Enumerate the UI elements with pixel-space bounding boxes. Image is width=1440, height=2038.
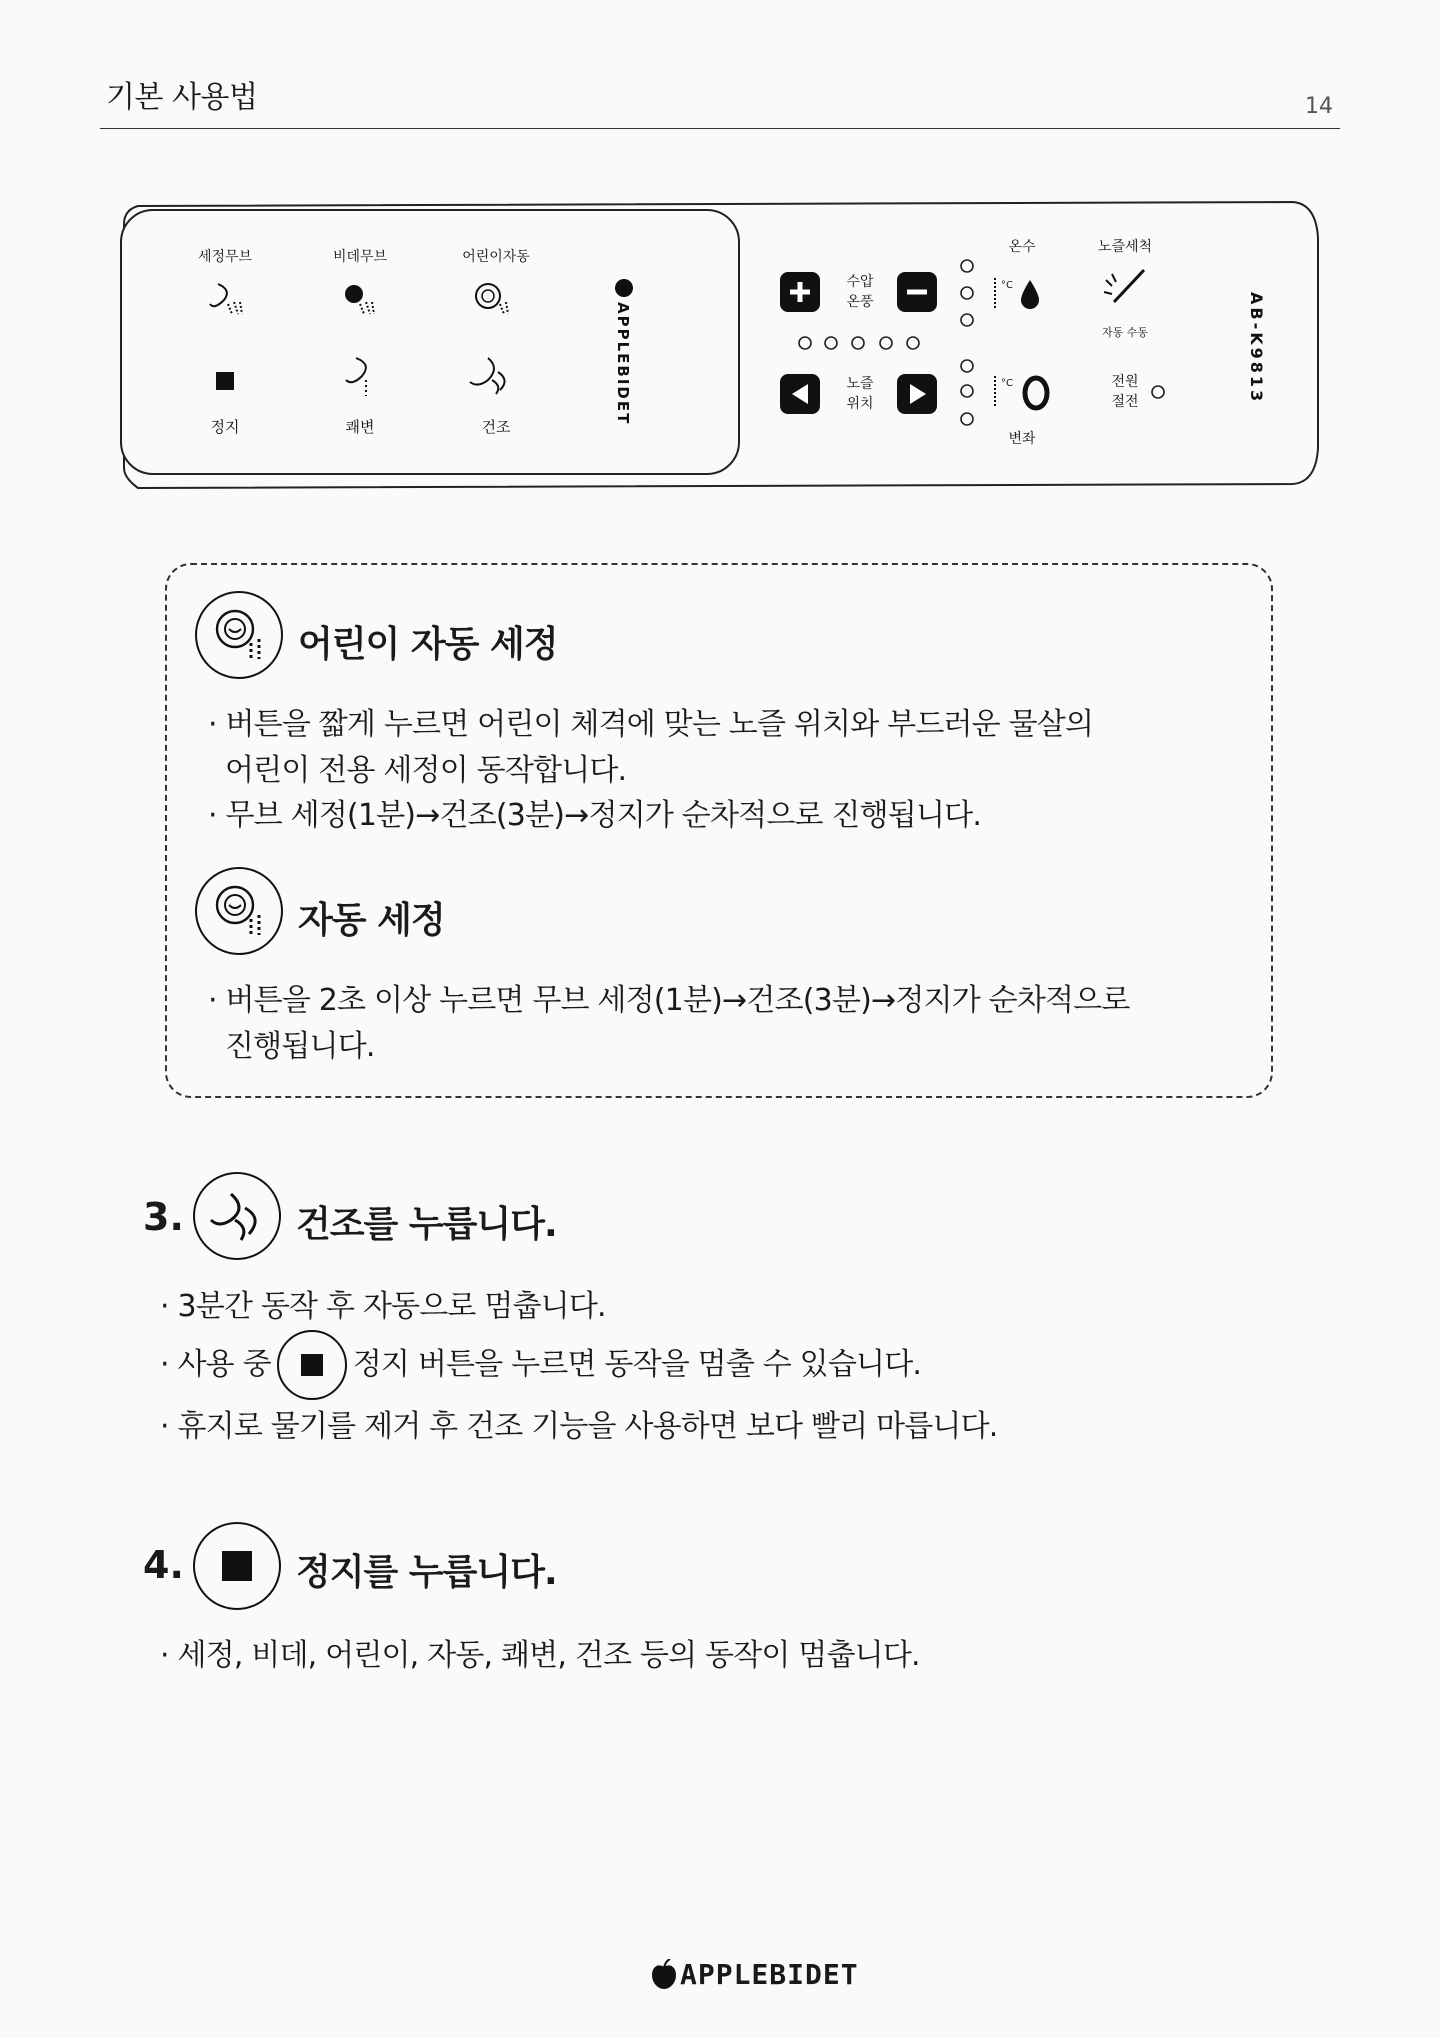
label-water-temp: 온수 — [1008, 239, 1036, 255]
label-warm-air: 온풍 — [846, 294, 874, 310]
label-seat-temp: 변좌 — [1008, 431, 1036, 447]
model-number — [1247, 292, 1266, 404]
label-stop: 정지 — [210, 418, 240, 436]
label-rear-wash-move: 세정무브 — [197, 249, 253, 265]
label-easy-bowel: 쾌변 — [345, 418, 375, 436]
stop-icon — [216, 372, 234, 390]
water-temp-unit: °C — [1001, 280, 1013, 291]
label-dry: 건조 — [481, 418, 511, 436]
auto-wash-heading: 자동 세정 — [298, 900, 445, 941]
position-right-button[interactable] — [897, 374, 937, 414]
remote-panel-diagram — [118, 198, 1328, 490]
child-auto-bullet-1a: · 버튼을 짧게 누르면 어린이 체격에 맞는 노즐 위치와 부드러운 물살의 — [208, 707, 1094, 742]
step-4-bullet-1: · 세정, 비데, 어린이, 자동, 쾌변, 건조 등의 동작이 멈춥니다. — [160, 1638, 920, 1673]
auto-wash-icon — [195, 867, 283, 955]
step-3-bullet-1: · 3분간 동작 후 자동으로 멈춥니다. — [160, 1289, 606, 1324]
step-3-bullet-3: · 휴지로 물기를 제거 후 건조 기능을 사용하면 보다 빨리 마릅니다. — [160, 1409, 998, 1444]
step-3-bullet-2 — [160, 1330, 921, 1400]
footer-brand-logo — [650, 1958, 859, 1991]
label-pressure: 수압 — [846, 274, 874, 290]
child-auto-icon — [195, 591, 283, 679]
position-left-button[interactable] — [780, 374, 820, 414]
footer-brand-text: APPLEBIDET — [680, 1958, 859, 1991]
child-auto-bullet-2: · 무브 세정(1분)→건조(3분)→정지가 순차적으로 진행됩니다. — [208, 798, 982, 833]
step-4-number: 4. — [143, 1543, 184, 1587]
pressure-minus-button[interactable] — [897, 272, 937, 312]
pressure-plus-button[interactable] — [780, 272, 820, 312]
label-save: 절전 — [1111, 394, 1139, 410]
label-child-auto: 어린이자동 — [462, 249, 530, 265]
label-nozzle: 노즐 — [846, 376, 874, 392]
auto-wash-bullet-1a: · 버튼을 2초 이상 누르면 무브 세정(1분)→건조(3분)→정지가 순차적으로 — [208, 983, 1130, 1018]
step-3-bullet-2-prefix: · 사용 중 — [160, 1347, 271, 1382]
seat-temp-unit: °C — [1001, 378, 1013, 389]
dry-icon — [193, 1172, 281, 1260]
step-3-number: 3. — [143, 1195, 184, 1239]
step-3-heading: 건조를 누릅니다. — [296, 1204, 557, 1245]
apple-logo-icon — [650, 1959, 678, 1991]
step-3-bullet-2-suffix: 정지 버튼을 누르면 동작을 멈출 수 있습니다. — [352, 1347, 922, 1382]
svg-text:AB-K9813: AB-K9813 — [1247, 292, 1266, 405]
header-divider — [100, 128, 1340, 129]
svg-text:APPLEBIDET: APPLEBIDET — [614, 302, 632, 426]
label-power: 전원 — [1111, 374, 1139, 390]
child-auto-heading: 어린이 자동 세정 — [298, 624, 558, 665]
child-auto-bullet-1b: 어린이 전용 세정이 동작합니다. — [225, 753, 627, 788]
stop-icon — [193, 1522, 281, 1610]
label-position: 위치 — [846, 396, 874, 412]
stop-button-icon — [277, 1330, 347, 1400]
step-4-heading: 정지를 누릅니다. — [296, 1552, 557, 1593]
page-number: 14 — [1305, 94, 1333, 119]
auto-wash-bullet-1b: 진행됩니다. — [225, 1029, 375, 1064]
label-bidet-move: 비데무브 — [332, 249, 388, 265]
label-nozzle-clean: 노즐세척 — [1097, 239, 1153, 255]
page-title: 기본 사용법 — [106, 80, 258, 115]
label-nozzle-clean-mode: 자동 수동 — [1101, 326, 1149, 339]
